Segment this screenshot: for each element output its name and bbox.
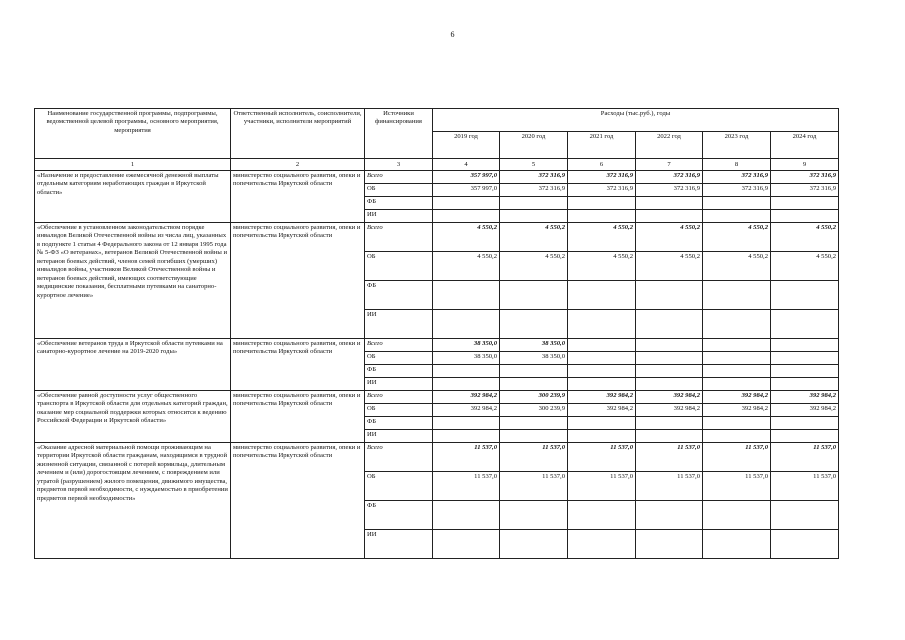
executor-cell: министерство социального развития, опеки и попечительства Иркутской области <box>231 443 365 559</box>
funding-source-cell: ФБ <box>365 281 433 310</box>
column-number: 1 <box>35 159 231 171</box>
expense-value-cell <box>771 352 839 365</box>
expense-value-cell <box>703 310 771 339</box>
expense-value-cell <box>568 281 636 310</box>
expense-value-cell <box>500 417 568 430</box>
executor-cell: министерство социального развития, опеки и попечительства Иркутской области <box>231 223 365 339</box>
expense-value-cell: 372 316,9 <box>568 184 636 197</box>
expense-value-cell <box>568 197 636 210</box>
header-year: 2020 год <box>500 132 568 159</box>
expense-value-cell <box>771 378 839 391</box>
funding-source-cell: ФБ <box>365 417 433 430</box>
program-name-cell: «Обеспечение в установленном законодательством порядке инвалидов Великой Отечественной войны из числа лиц, указанных в подпункте 1 статьи 4 Федерального закона от 12 января 1995 года № 5-ФЗ «О ветеранах», ветеранов Великой Отечественной войны и ветеранов боевых действий, членов семей погибших (умерших) инвалидов войны, участников Великой Отечественной войны и ветеранов боевых действий, имеющих соответствующие медицинские показания, бесплатными путевками на санаторно-курортное лечение» <box>35 223 231 339</box>
expense-value-cell: 11 537,0 <box>500 472 568 501</box>
expense-value-cell <box>568 339 636 352</box>
expense-value-cell <box>703 417 771 430</box>
expense-value-cell: 11 537,0 <box>568 443 636 472</box>
funding-source-cell: ИИ <box>365 530 433 559</box>
header-year: 2023 год <box>703 132 771 159</box>
column-number-row <box>35 159 839 171</box>
expense-value-cell <box>636 501 703 530</box>
expense-value-cell: 4 550,2 <box>771 223 839 252</box>
funding-source-cell: Всего <box>365 443 433 472</box>
expense-value-cell: 392 984,2 <box>568 404 636 417</box>
expense-value-cell <box>568 501 636 530</box>
expense-value-cell <box>433 310 500 339</box>
table-row <box>35 171 839 184</box>
header-row <box>35 109 839 132</box>
expense-value-cell: 392 984,2 <box>433 404 500 417</box>
funding-source-cell: ФБ <box>365 501 433 530</box>
expense-value-cell: 4 550,2 <box>703 223 771 252</box>
expense-value-cell <box>636 365 703 378</box>
expense-value-cell <box>636 530 703 559</box>
expense-value-cell: 300 239,9 <box>500 404 568 417</box>
funding-source-cell: Всего <box>365 339 433 352</box>
expense-value-cell: 392 984,2 <box>771 391 839 404</box>
header-sources: Источники финансирования <box>365 109 433 159</box>
expense-value-cell: 372 316,9 <box>703 171 771 184</box>
header-year: 2022 год <box>636 132 703 159</box>
program-name-cell: «Обеспечение ветеранов труда в Иркутской области путевками на санаторно-курортное лечение на 2019-2020 годы» <box>35 339 231 391</box>
expense-value-cell: 372 316,9 <box>771 171 839 184</box>
expense-value-cell: 38 350,0 <box>500 339 568 352</box>
column-number: 4 <box>433 159 500 171</box>
header-year: 2024 год <box>771 132 839 159</box>
table-row <box>35 223 839 252</box>
expense-value-cell: 4 550,2 <box>568 223 636 252</box>
header-year: 2019 год <box>433 132 500 159</box>
expense-value-cell: 392 984,2 <box>568 391 636 404</box>
expense-value-cell <box>500 197 568 210</box>
expense-value-cell <box>703 210 771 223</box>
funding-source-cell: ОБ <box>365 252 433 281</box>
expense-value-cell <box>433 530 500 559</box>
table-row <box>35 339 839 352</box>
expense-value-cell <box>703 352 771 365</box>
expense-value-cell <box>771 430 839 443</box>
expense-value-cell <box>636 430 703 443</box>
expense-value-cell: 392 984,2 <box>433 391 500 404</box>
funding-source-cell: ОБ <box>365 184 433 197</box>
expense-value-cell: 4 550,2 <box>433 252 500 281</box>
header-year: 2021 год <box>568 132 636 159</box>
funding-source-cell: ОБ <box>365 472 433 501</box>
funding-source-cell: ИИ <box>365 310 433 339</box>
expense-value-cell: 392 984,2 <box>636 404 703 417</box>
expense-value-cell <box>771 310 839 339</box>
funding-source-cell: ФБ <box>365 197 433 210</box>
page-number: 6 <box>450 30 455 39</box>
program-name-cell: «Назначение и предоставление ежемесячной денежной выплаты отдельным категориям неработающих граждан в Иркутской области» <box>35 171 231 223</box>
column-number: 9 <box>771 159 839 171</box>
expense-value-cell: 392 984,2 <box>771 404 839 417</box>
expense-value-cell: 372 316,9 <box>568 171 636 184</box>
column-number: 2 <box>231 159 365 171</box>
expense-value-cell: 372 316,9 <box>703 184 771 197</box>
expense-value-cell <box>636 197 703 210</box>
expense-value-cell <box>703 430 771 443</box>
expense-value-cell: 11 537,0 <box>500 443 568 472</box>
expense-value-cell <box>568 430 636 443</box>
expense-value-cell <box>568 210 636 223</box>
expense-value-cell <box>500 310 568 339</box>
expense-value-cell <box>771 530 839 559</box>
expense-value-cell <box>703 197 771 210</box>
funding-source-cell: Всего <box>365 223 433 252</box>
header-executor: Ответственный исполнитель, соисполнители, участники, исполнители мероприятий <box>231 109 365 159</box>
expense-value-cell: 392 984,2 <box>636 391 703 404</box>
expense-value-cell <box>433 378 500 391</box>
expense-value-cell: 4 550,2 <box>433 223 500 252</box>
expense-value-cell <box>636 210 703 223</box>
expense-value-cell <box>500 281 568 310</box>
expense-value-cell: 357 997,0 <box>433 184 500 197</box>
column-number: 8 <box>703 159 771 171</box>
expense-value-cell: 372 316,9 <box>500 184 568 197</box>
expense-value-cell <box>771 365 839 378</box>
expense-value-cell <box>771 417 839 430</box>
column-number: 5 <box>500 159 568 171</box>
expense-value-cell: 38 350,0 <box>433 339 500 352</box>
expense-value-cell: 4 550,2 <box>568 252 636 281</box>
executor-cell: министерство социального развития, опеки и попечительства Иркутской области <box>231 339 365 391</box>
expense-value-cell <box>500 530 568 559</box>
table-row <box>35 391 839 404</box>
funding-source-cell: Всего <box>365 171 433 184</box>
expense-value-cell <box>636 352 703 365</box>
expense-value-cell <box>771 281 839 310</box>
funding-source-cell: ИИ <box>365 378 433 391</box>
expense-value-cell: 4 550,2 <box>703 252 771 281</box>
expense-value-cell: 38 350,0 <box>500 352 568 365</box>
expense-value-cell <box>636 339 703 352</box>
expense-value-cell <box>433 430 500 443</box>
expense-value-cell: 4 550,2 <box>636 223 703 252</box>
funding-source-cell: ОБ <box>365 404 433 417</box>
column-number: 7 <box>636 159 703 171</box>
expense-value-cell: 11 537,0 <box>771 472 839 501</box>
funding-source-cell: ОБ <box>365 352 433 365</box>
expense-value-cell <box>568 352 636 365</box>
funding-source-cell: ИИ <box>365 430 433 443</box>
expense-value-cell: 372 316,9 <box>771 184 839 197</box>
expense-value-cell <box>771 197 839 210</box>
expense-value-cell: 372 316,9 <box>636 171 703 184</box>
expense-value-cell <box>433 210 500 223</box>
program-name-cell: «Обеспечение равной доступности услуг общественного транспорта в Иркутской области для отдельных категорий граждан, оказание мер социальной поддержки которых относится к ведению Российской Федерации и Иркутской области» <box>35 391 231 443</box>
expense-value-cell <box>703 530 771 559</box>
expense-value-cell <box>636 378 703 391</box>
funding-source-cell: Всего <box>365 391 433 404</box>
expense-value-cell <box>500 501 568 530</box>
expense-value-cell <box>433 417 500 430</box>
expense-value-cell <box>568 417 636 430</box>
expense-value-cell <box>703 378 771 391</box>
expense-value-cell <box>568 378 636 391</box>
column-number: 6 <box>568 159 636 171</box>
expense-value-cell <box>433 501 500 530</box>
expense-value-cell: 357 997,0 <box>433 171 500 184</box>
header-program: Наименование государственной программы, подпрограммы, ведомственной целевой программы, основного мероприятия, мероприятия <box>35 109 231 159</box>
executor-cell: министерство социального развития, опеки и попечительства Иркутской области <box>231 171 365 223</box>
executor-cell: министерство социального развития, опеки и попечительства Иркутской области <box>231 391 365 443</box>
expense-value-cell <box>433 197 500 210</box>
expense-value-cell: 11 537,0 <box>703 472 771 501</box>
funding-source-cell: ИИ <box>365 210 433 223</box>
expense-value-cell: 11 537,0 <box>703 443 771 472</box>
program-name-cell: «Оказание адресной материальной помощи проживающим на территории Иркутской области гражданам, находящимся в трудной жизненной ситуации, связанной с потерей кормильца, длительным лечением и (или) дорогостоящим лечением, с повреждением или утратой (разрушением) жилого помещения, движимого имущества, предметов первой необходимости, с нуждаемостью в приобретении предметов первой необходимости» <box>35 443 231 559</box>
expense-value-cell <box>636 281 703 310</box>
funding-source-cell: ФБ <box>365 365 433 378</box>
expense-value-cell: 4 550,2 <box>636 252 703 281</box>
expense-value-cell <box>636 417 703 430</box>
expense-value-cell: 11 537,0 <box>636 472 703 501</box>
expense-value-cell <box>771 339 839 352</box>
expense-value-cell <box>568 310 636 339</box>
expense-value-cell: 4 550,2 <box>500 223 568 252</box>
header-expenses: Расходы (тыс.руб.), годы <box>433 109 839 132</box>
expense-value-cell <box>568 530 636 559</box>
expense-value-cell: 38 350,0 <box>433 352 500 365</box>
expense-value-cell: 4 550,2 <box>500 252 568 281</box>
expense-value-cell: 4 550,2 <box>771 252 839 281</box>
expense-value-cell <box>433 281 500 310</box>
expense-value-cell: 392 984,2 <box>703 404 771 417</box>
expense-value-cell: 11 537,0 <box>568 472 636 501</box>
expense-value-cell: 11 537,0 <box>433 443 500 472</box>
expense-value-cell <box>500 365 568 378</box>
expense-value-cell: 392 984,2 <box>703 391 771 404</box>
expense-value-cell: 11 537,0 <box>433 472 500 501</box>
table-body <box>35 171 839 559</box>
expense-value-cell <box>771 210 839 223</box>
expense-value-cell <box>500 430 568 443</box>
budget-table <box>34 108 839 559</box>
column-number: 3 <box>365 159 433 171</box>
expense-value-cell: 11 537,0 <box>636 443 703 472</box>
expense-value-cell: 372 316,9 <box>500 171 568 184</box>
expense-value-cell <box>433 365 500 378</box>
expense-value-cell <box>500 378 568 391</box>
expense-value-cell <box>703 281 771 310</box>
expense-value-cell <box>568 365 636 378</box>
expense-value-cell <box>636 310 703 339</box>
expense-value-cell <box>771 501 839 530</box>
expense-value-cell: 11 537,0 <box>771 443 839 472</box>
expense-value-cell <box>500 210 568 223</box>
expense-value-cell <box>703 339 771 352</box>
expense-value-cell <box>703 365 771 378</box>
table-row <box>35 443 839 472</box>
expense-value-cell <box>703 501 771 530</box>
expense-value-cell: 300 239,9 <box>500 391 568 404</box>
expense-value-cell: 372 316,9 <box>636 184 703 197</box>
